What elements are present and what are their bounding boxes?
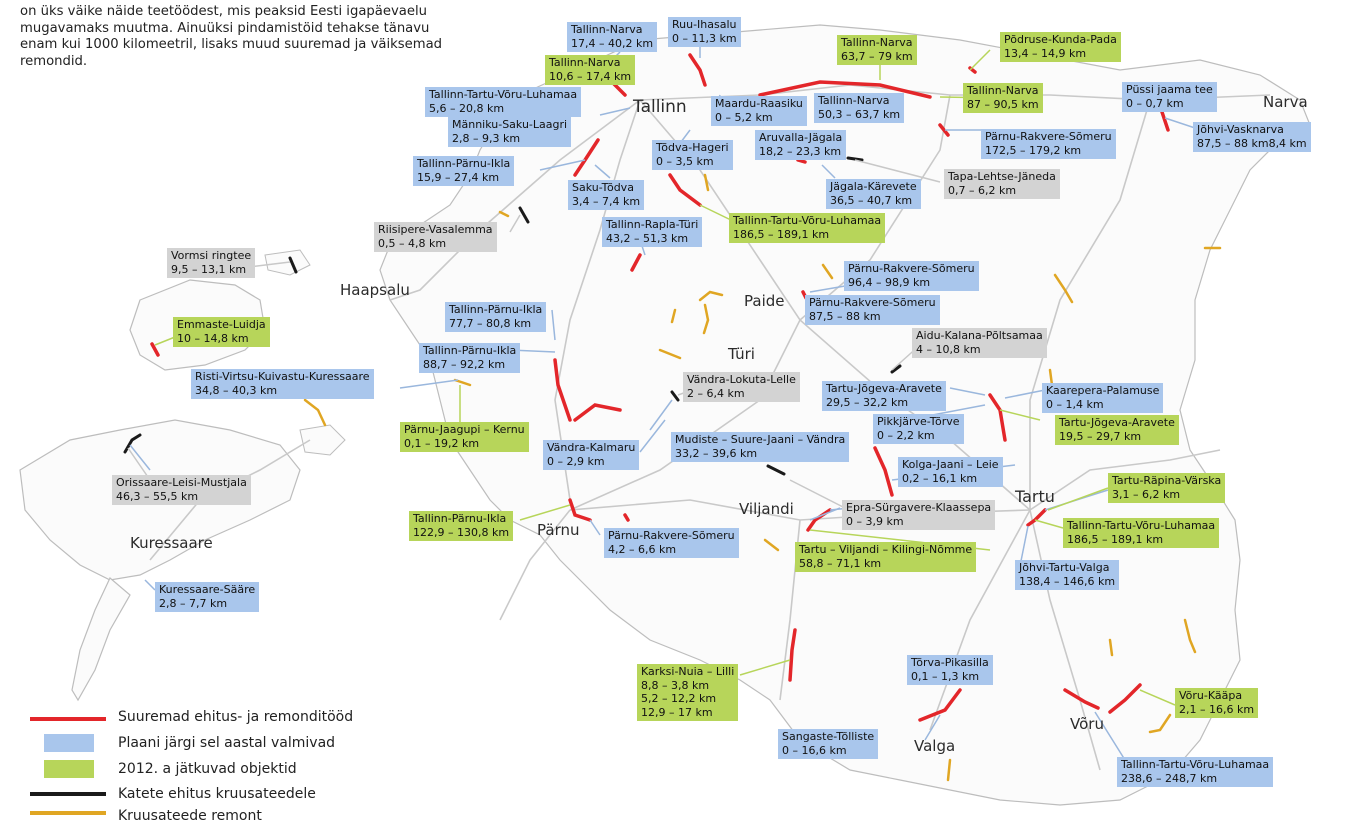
road-label [543, 440, 639, 470]
road-name: Tallinn-Narva [549, 56, 621, 69]
road-km: 3,4 – 7,4 km [572, 194, 641, 208]
city-viljandi: Viljandi [739, 500, 794, 518]
road-name: Tallinn-Narva [818, 94, 890, 107]
road-name: Tallinn-Tartu-Võru-Luhamaa [733, 214, 882, 227]
road-name: Vormsi ringtee [171, 249, 252, 262]
road-name: Võru-Kääpa [1179, 689, 1243, 702]
road-label [602, 217, 702, 247]
road-km: 36,5 – 40,7 km [830, 193, 913, 207]
road-label [1122, 82, 1217, 112]
road-name: Risti-Virtsu-Kuivastu-Kuressaare [195, 370, 370, 383]
road-km: 63,7 – 79 km [841, 49, 913, 63]
legend-label: Katete ehitus kruusateedele [118, 786, 316, 802]
road-label [1063, 518, 1219, 548]
city-tyri: Türi [728, 345, 755, 363]
road-name: Pikkjärve-Tõrve [877, 415, 960, 428]
road-label [805, 295, 940, 325]
road-name: Tapa-Lehtse-Jäneda [948, 170, 1056, 183]
road-label [814, 93, 904, 123]
road-label [568, 180, 644, 210]
road-km: 2,1 – 16,6 km [1179, 702, 1255, 716]
road-label [671, 432, 849, 462]
road-name: Männiku-Saku-Laagri [452, 118, 568, 131]
road-km: 0 – 0,7 km [1126, 96, 1184, 110]
road-name: Tallinn-Narva [571, 23, 643, 36]
road-name: Tallinn-Pärnu-Ikla [423, 344, 517, 357]
road-km: 46,3 – 55,5 km [116, 489, 199, 503]
road-km: 34,8 – 40,3 km [195, 383, 278, 397]
road-km: 4 – 10,8 km [916, 342, 981, 356]
road-label [711, 96, 807, 126]
road-label [1108, 473, 1225, 503]
road-label [844, 261, 979, 291]
road-km: 0 – 1,4 km [1046, 397, 1104, 411]
road-km: 0,5 – 4,8 km [378, 236, 447, 250]
road-km: 0 – 3,5 km [656, 154, 714, 168]
road-name: Tartu-Jõgeva-Aravete [826, 382, 942, 395]
road-label [842, 500, 995, 530]
intro-line: enam kui 1000 kilomeetril, lisaks muud suuremad ja väiksemad [20, 37, 443, 52]
road-label [1042, 383, 1163, 413]
road-name: Vändra-Kalmaru [547, 441, 636, 454]
road-name: Tallinn-Rapla-Türi [606, 218, 699, 231]
road-name: Tõdva-Hageri [656, 141, 729, 154]
city-kuressaare: Kuressaare [130, 534, 213, 552]
road-label [191, 369, 374, 399]
road-label [755, 130, 846, 160]
road-name: Tartu – Viljandi – Kilingi-Nõmme [799, 543, 973, 556]
road-km: 5,6 – 20,8 km [429, 101, 505, 115]
intro-line: on üks väike näide teetöödest, mis peaksid Eesti igapäevaelu [20, 4, 428, 19]
road-km: 87 – 90,5 km [967, 97, 1039, 111]
road-km: 2,8 – 7,7 km [159, 596, 228, 610]
road-label [425, 87, 581, 117]
road-km: 2,8 – 9,3 km [452, 131, 521, 145]
road-label [419, 343, 520, 373]
road-label [907, 655, 993, 685]
road-km: 9,5 – 13,1 km [171, 262, 247, 276]
road-name: Saku-Tõdva [572, 181, 634, 194]
road-label [795, 542, 976, 572]
road-label [567, 22, 657, 52]
road-name: Riisipere-Vasalemma [378, 223, 493, 236]
road-km: 15,9 – 27,4 km [417, 170, 500, 184]
road-label [778, 729, 878, 759]
road-km: 0 – 11,3 km [672, 31, 737, 45]
road-name: Pärnu-Rakvere-Sõmeru [809, 296, 936, 309]
road-name: Kuressaare-Sääre [159, 583, 256, 596]
road-label [668, 17, 741, 47]
road-name: Jõhvi-Tartu-Valga [1019, 561, 1110, 574]
road-km: 2 – 6,4 km [687, 386, 745, 400]
road-label [837, 35, 917, 65]
road-name: Jägala-Kärevete [830, 180, 917, 193]
road-name: Orissaare-Leisi-Mustjala [116, 476, 247, 489]
road-label [963, 83, 1043, 113]
road-name: Tallinn-Tartu-Võru-Luhamaa [1067, 519, 1216, 532]
road-name: Aidu-Kalana-Põltsamaa [916, 329, 1043, 342]
road-label [1193, 122, 1311, 152]
road-km: 0 – 5,2 km [715, 110, 773, 124]
road-name: Maardu-Raasiku [715, 97, 803, 110]
road-name: Põdruse-Kunda-Pada [1004, 33, 1117, 46]
road-km: 4,2 – 6,6 km [608, 542, 677, 556]
road-name: Emmaste-Luidja [177, 318, 266, 331]
road-name: Kolga-Jaani – Leie [902, 458, 999, 471]
road-label [637, 664, 738, 721]
road-name: Tallinn-Pärnu-Ikla [449, 303, 543, 316]
road-label [545, 55, 635, 85]
city-narva: Narva [1263, 93, 1308, 111]
road-km: 96,4 – 98,9 km [848, 275, 931, 289]
road-name: Tallinn-Pärnu-Ikla [413, 512, 507, 525]
road-km: 87,5 – 88 km8,4 km [1197, 136, 1307, 150]
road-label [400, 422, 529, 452]
road-km: 5,2 – 12,2 km [641, 692, 717, 705]
city-haapsalu: Haapsalu [340, 281, 410, 299]
city-valga: Valga [914, 737, 956, 755]
road-label [898, 457, 1003, 487]
road-km: 0 – 16,6 km [782, 743, 847, 757]
road-label [1055, 415, 1179, 445]
road-km: 0,1 – 1,3 km [911, 669, 980, 683]
road-label [873, 414, 964, 444]
road-km: 17,4 – 40,2 km [571, 36, 654, 50]
road-km: 13,4 – 14,9 km [1004, 46, 1087, 60]
road-label [826, 179, 921, 209]
road-label [652, 140, 733, 170]
road-name: Tartu-Jõgeva-Aravete [1059, 416, 1175, 429]
road-label [167, 248, 255, 278]
road-label [944, 169, 1060, 199]
road-name: Epra-Sürgavere-Klaassepa [846, 501, 992, 514]
city-paide: Paide [744, 292, 785, 310]
road-km: 0 – 2,2 km [877, 428, 935, 442]
road-km: 18,2 – 23,3 km [759, 144, 842, 158]
road-label [409, 511, 513, 541]
road-km: 186,5 – 189,1 km [1067, 532, 1164, 546]
road-label [155, 582, 259, 612]
city-voru: Võru [1070, 715, 1104, 733]
road-km: 10,6 – 17,4 km [549, 69, 632, 83]
legend-label: Kruusateede remont [118, 808, 262, 824]
road-label [448, 117, 571, 147]
road-name: Pärnu-Rakvere-Sõmeru [848, 262, 975, 275]
road-km: 43,2 – 51,3 km [606, 231, 689, 245]
road-name: Sangaste-Tõlliste [782, 730, 875, 743]
road-label [1000, 32, 1121, 62]
road-km: 33,2 – 39,6 km [675, 446, 758, 460]
legend-swatch-green [44, 760, 94, 778]
road-name: Tallinn-Tartu-Võru-Luhamaa [1121, 758, 1270, 771]
road-label [822, 381, 946, 411]
legend-label: Plaani järgi sel aastal valmivad [118, 735, 336, 751]
road-name: Pärnu-Rakvere-Sõmeru [985, 130, 1112, 143]
road-km: 138,4 – 146,6 km [1019, 574, 1116, 588]
road-label [1175, 688, 1258, 718]
road-label [413, 156, 514, 186]
road-km: 77,7 – 80,8 km [449, 316, 532, 330]
road-km: 186,5 – 189,1 km [733, 227, 830, 241]
road-name: Tallinn-Narva [841, 36, 913, 49]
road-name: Jõhvi-Vasknarva [1197, 123, 1284, 136]
road-km: 0,2 – 16,1 km [902, 471, 978, 485]
legend-swatch-blue [44, 734, 94, 752]
road-km: 3,1 – 6,2 km [1112, 487, 1181, 501]
legend-label: 2012. a jätkuvad objektid [118, 761, 297, 777]
road-name: Mudiste – Suure-Jaani – Vändra [675, 433, 846, 446]
road-km: 172,5 – 179,2 km [985, 143, 1082, 157]
intro-line: mugavamaks muutma. Ainuüksi pindamistöid tehakse tänavu [20, 20, 430, 36]
intro-text [20, 4, 500, 70]
road-km: 0,7 – 6,2 km [948, 183, 1017, 197]
road-km: 50,3 – 63,7 km [818, 107, 901, 121]
road-label [173, 317, 270, 347]
road-name: Pärnu-Rakvere-Sõmeru [608, 529, 735, 542]
road-km: 58,8 – 71,1 km [799, 556, 882, 570]
road-name: Tallinn-Pärnu-Ikla [417, 157, 511, 170]
city-parnu: Pärnu [537, 521, 580, 539]
road-km: 87,5 – 88 km [809, 309, 881, 323]
road-label [1117, 757, 1273, 787]
road-name: Ruu-Ihasalu [672, 18, 737, 31]
road-km: 238,6 – 248,7 km [1121, 771, 1218, 785]
road-name: Kaarepera-Palamuse [1046, 384, 1160, 397]
road-name: Pärnu-Jaagupi – Kernu [404, 423, 525, 436]
legend-label: Suuremad ehitus- ja remonditööd [118, 709, 354, 725]
road-label [912, 328, 1047, 358]
intro-line: remondid. [20, 53, 88, 69]
road-km: 29,5 – 32,2 km [826, 395, 909, 409]
road-km: 0 – 3,9 km [846, 514, 904, 528]
road-name: Tallinn-Tartu-Võru-Luhamaa [429, 88, 578, 101]
road-name: Tõrva-Pikasilla [911, 656, 989, 669]
road-label [729, 213, 885, 243]
road-label [981, 129, 1116, 159]
city-tartu: Tartu [1015, 487, 1055, 506]
road-name: Aruvalla-Jägala [759, 131, 843, 144]
road-km: 12,9 – 17 km [641, 705, 713, 719]
road-km: 19,5 – 29,7 km [1059, 429, 1142, 443]
road-name: Püssi jaama tee [1126, 83, 1213, 96]
road-km: 0 – 2,9 km [547, 454, 605, 468]
city-tallinn: Tallinn [633, 97, 687, 117]
road-name: Karksi-Nuia – Lilli [641, 665, 735, 678]
road-km: 88,7 – 92,2 km [423, 357, 506, 371]
road-name: Tallinn-Narva [967, 84, 1039, 97]
road-km: 122,9 – 130,8 km [413, 525, 510, 539]
road-label [112, 475, 251, 505]
road-label [374, 222, 497, 252]
road-label [445, 302, 546, 332]
road-label [1015, 560, 1119, 590]
road-km: 10 – 14,8 km [177, 331, 249, 345]
road-label [604, 528, 739, 558]
road-name: Tartu-Räpina-Värska [1112, 474, 1222, 487]
road-km: 8,8 – 3,8 km [641, 678, 710, 692]
road-label [683, 372, 800, 402]
road-km: 0,1 – 19,2 km [404, 436, 480, 450]
road-name: Vändra-Lokuta-Lelle [687, 373, 796, 386]
